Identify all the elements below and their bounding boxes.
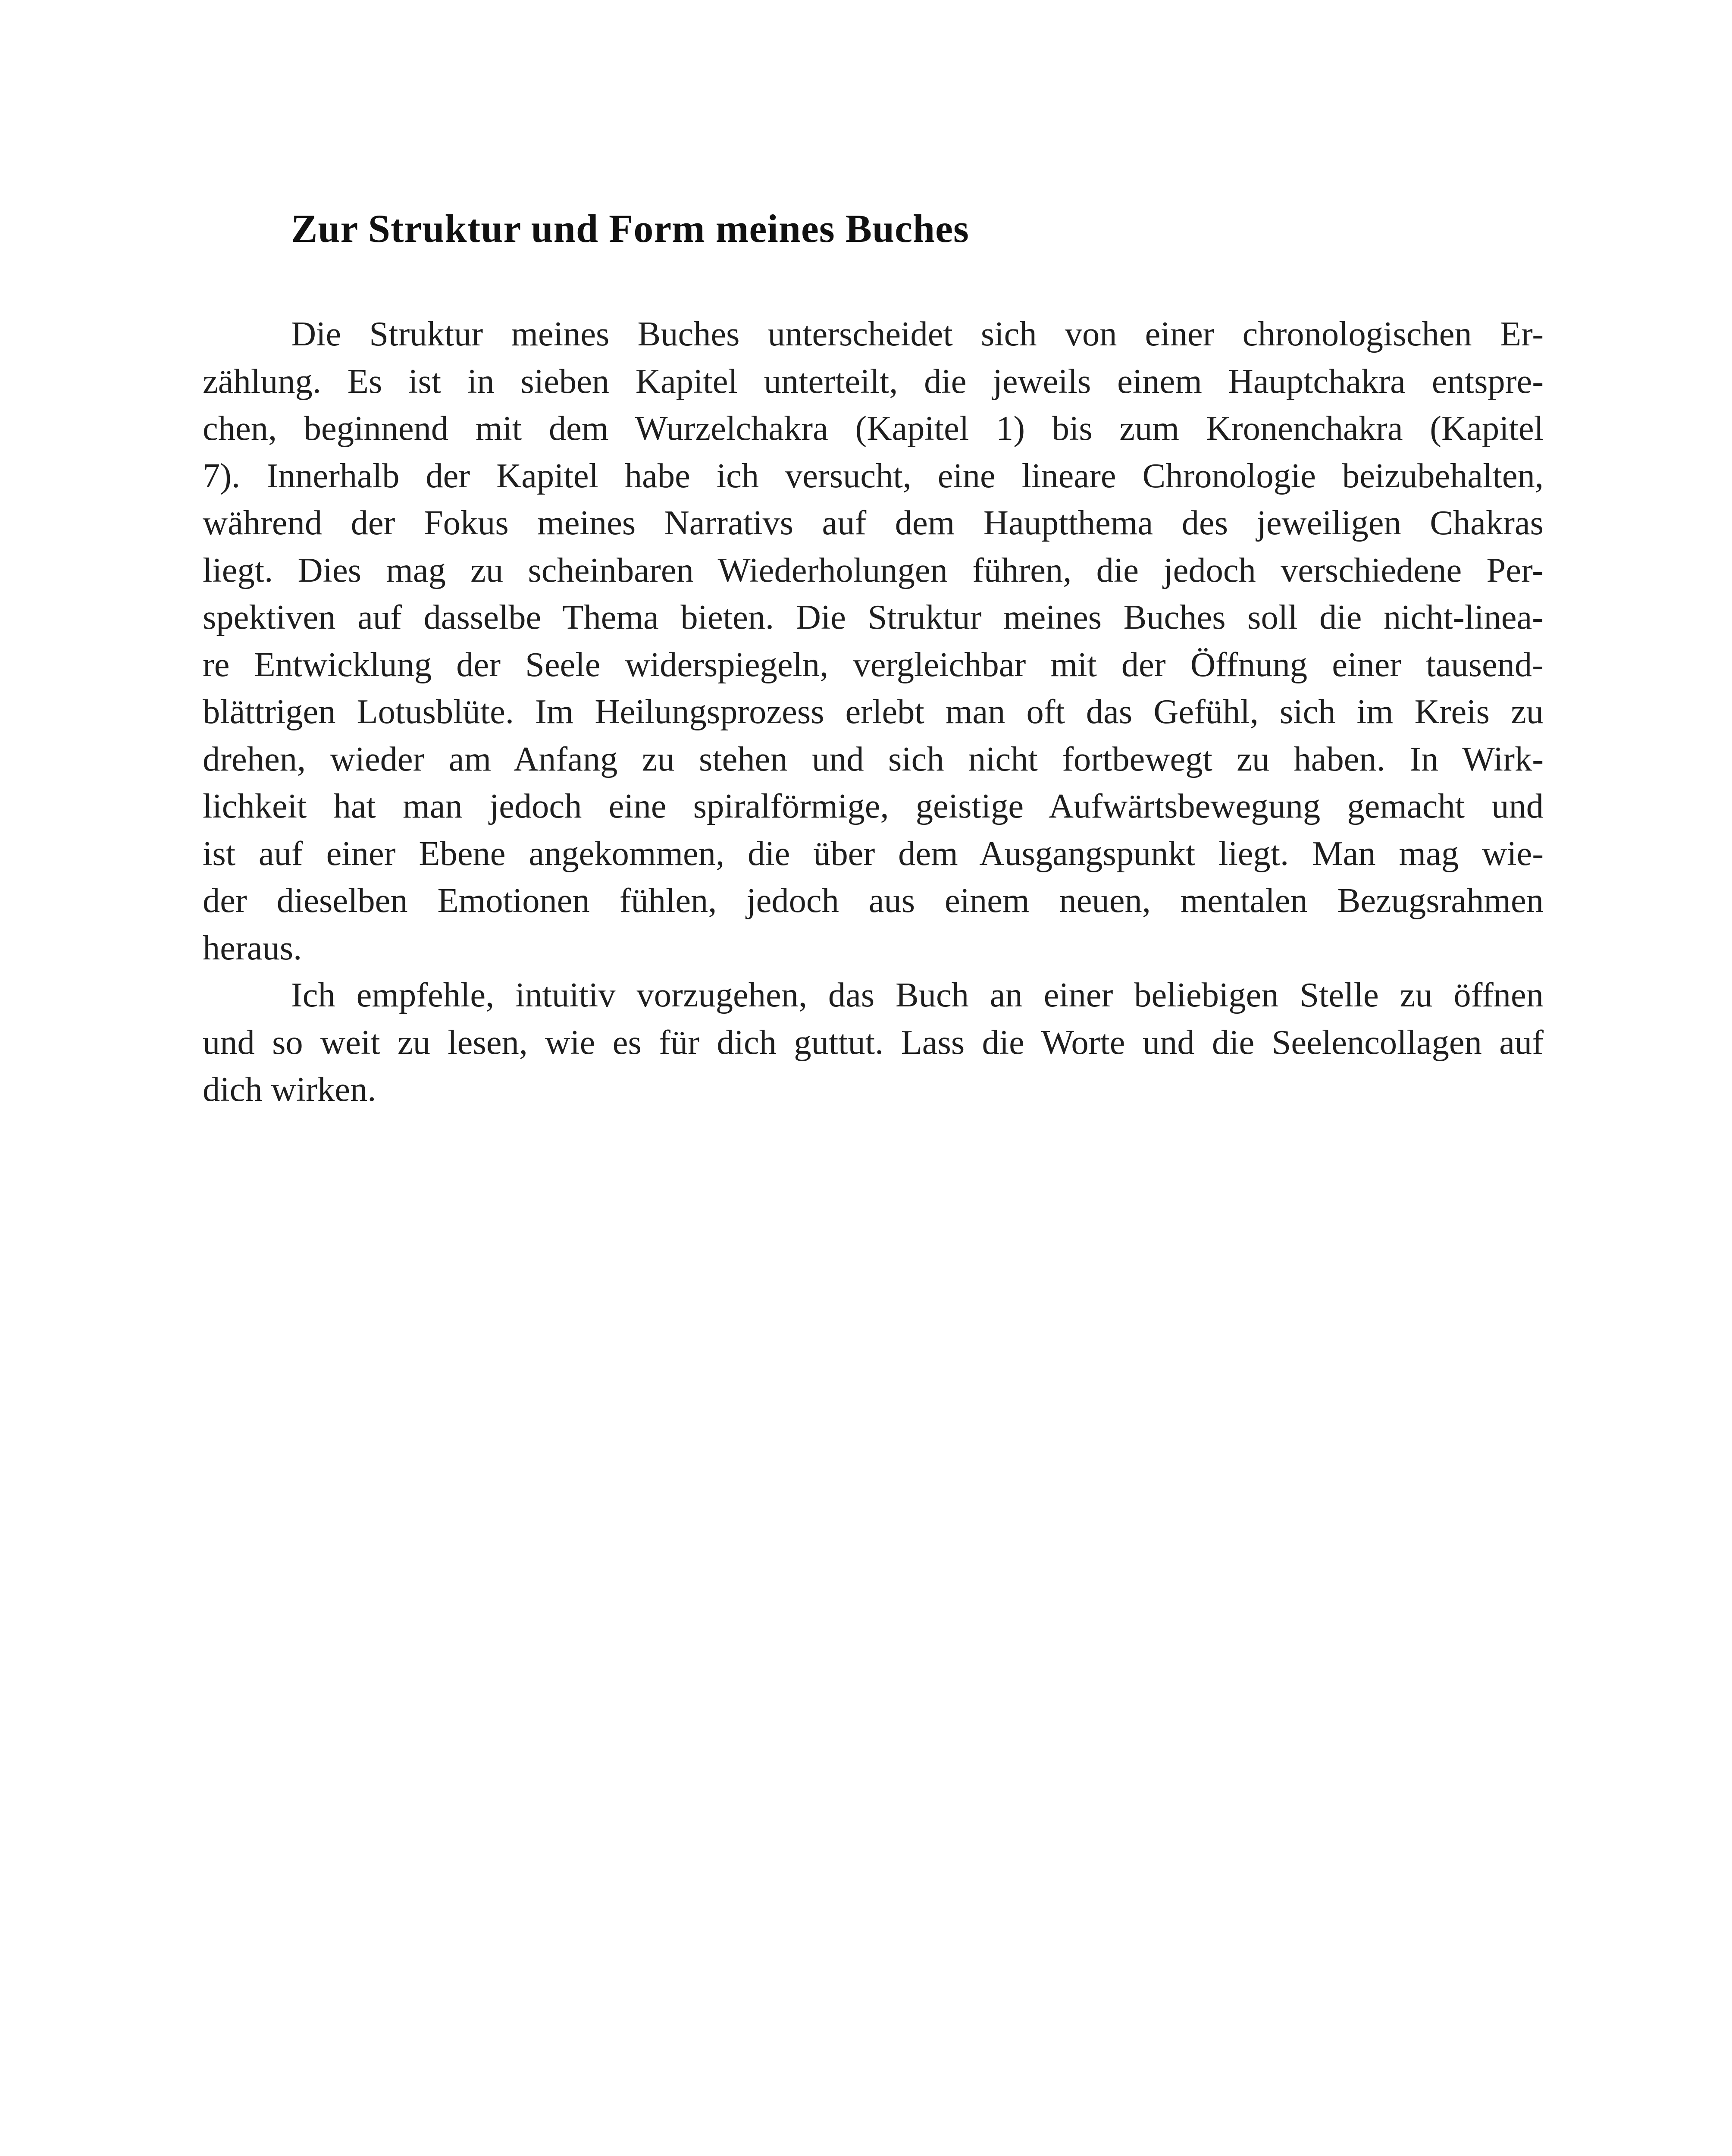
- text-line: Ich empfehle, intuitiv vorzugehen, das Buch an einer beliebigen Stelle zu öffnen: [291, 976, 1544, 1014]
- text-line: blättrigen Lotusblüte. Im Heilungsprozess erlebt man oft das Gefühl, sich im Kreis zu: [203, 693, 1544, 731]
- text-line: liegt. Dies mag zu scheinbaren Wiederholungen führen, die jedoch verschiedene Per-: [203, 551, 1544, 589]
- text-line: während der Fokus meines Narrativs auf dem Hauptthema des jeweiligen Chakras: [203, 504, 1544, 542]
- section-heading: Zur Struktur und Form meines Buches: [291, 207, 969, 251]
- text-line: spektiven auf dasselbe Thema bieten. Die Struktur meines Buches soll die nicht-linea-: [203, 598, 1544, 636]
- text-line: drehen, wieder am Anfang zu stehen und sich nicht fortbewegt zu haben. In Wirk-: [203, 740, 1544, 778]
- text-line: zählung. Es ist in sieben Kapitel unterteilt, die jeweils einem Hauptchakra entspre-: [203, 362, 1544, 401]
- text-line: re Entwicklung der Seele widerspiegeln, vergleichbar mit der Öffnung einer tausend-: [203, 645, 1544, 684]
- text-line: der dieselben Emotionen fühlen, jedoch aus einem neuen, mentalen Bezugsrahmen: [203, 881, 1544, 920]
- paragraph-2: [203, 971, 1544, 1113]
- text-line: lichkeit hat man jedoch eine spiralförmige, geistige Aufwärtsbewegung gemacht und: [203, 787, 1544, 825]
- text-line: heraus.: [203, 928, 302, 967]
- text-line: 7). Innerhalb der Kapitel habe ich versucht, eine lineare Chronologie beizubehalten,: [203, 456, 1544, 495]
- body-text: [203, 310, 1544, 1113]
- paragraph-1: [203, 310, 1544, 971]
- text-line: Die Struktur meines Buches unterscheidet sich von einer chronologischen Er-: [291, 315, 1544, 353]
- text-line: ist auf einer Ebene angekommen, die über dem Ausgangspunkt liegt. Man mag wie-: [203, 834, 1544, 873]
- text-line: und so weit zu lesen, wie es für dich guttut. Lass die Worte und die Seelencollagen auf: [203, 1023, 1544, 1062]
- text-line: chen, beginnend mit dem Wurzelchakra (Kapitel 1) bis zum Kronenchakra (Kapitel: [203, 409, 1544, 448]
- text-block: [203, 203, 1544, 1113]
- text-line: dich wirken.: [203, 1070, 376, 1109]
